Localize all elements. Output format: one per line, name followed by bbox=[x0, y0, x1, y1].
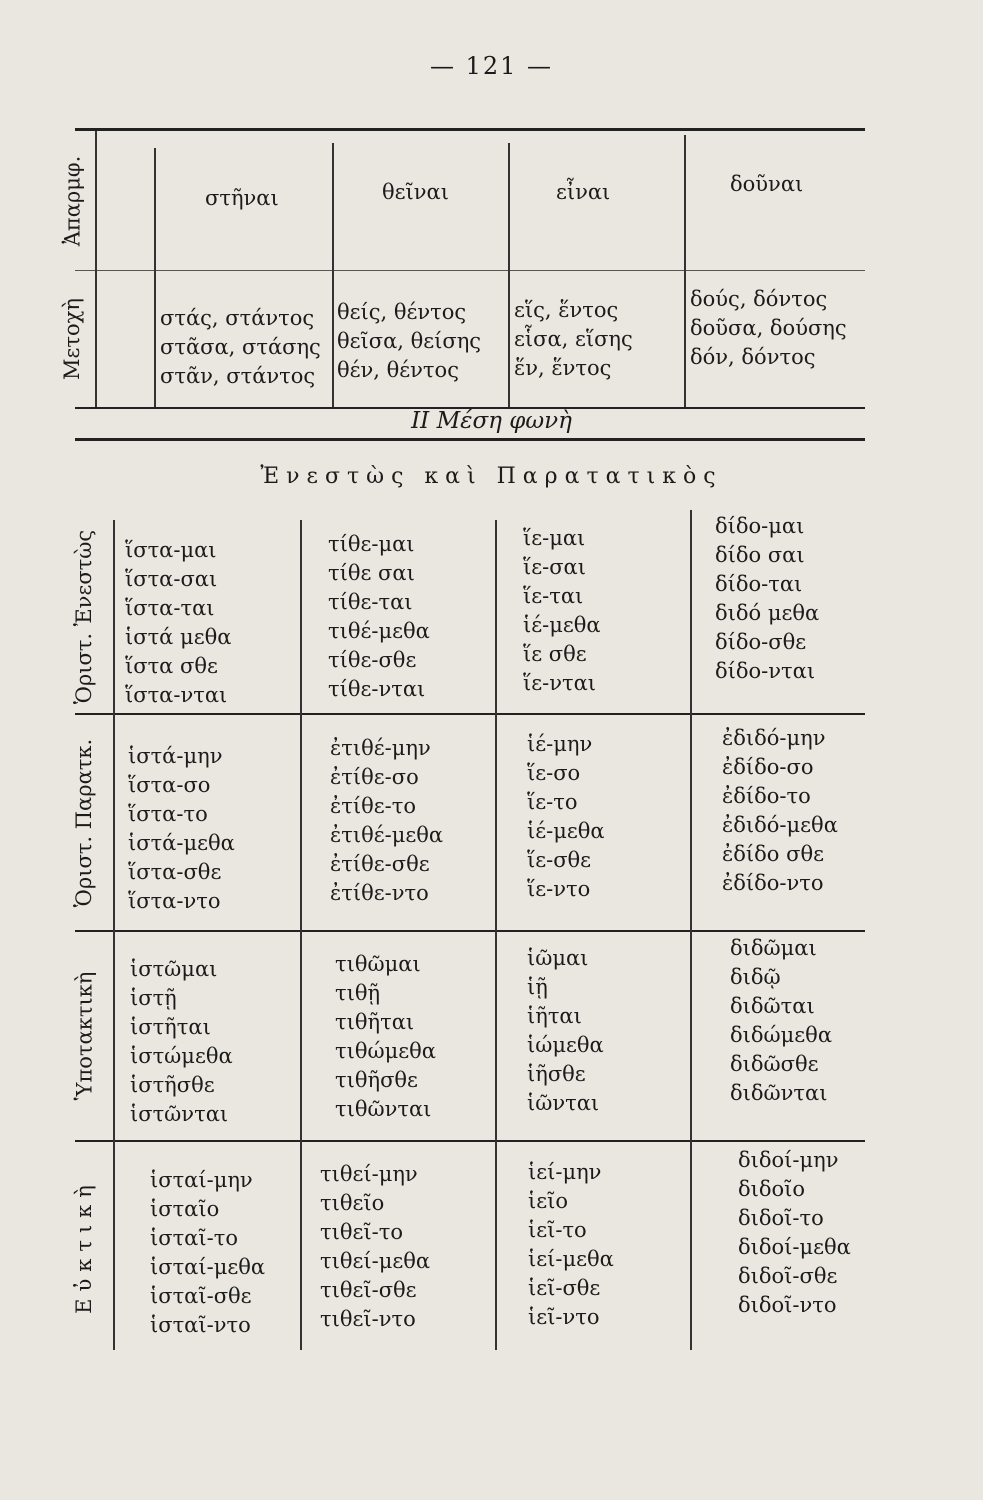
subjunctive-3-line-2: ἱῇ bbox=[527, 975, 548, 999]
present-1-line-3: ἵστα-ται bbox=[125, 596, 215, 620]
optative-4-line-2: διδοῖο bbox=[738, 1177, 806, 1201]
subjunctive-label bbox=[64, 932, 104, 1140]
present-indicative-cell-3 bbox=[523, 524, 601, 698]
present-1-line-1: ἵστα-μαι bbox=[125, 538, 217, 562]
subjunctive-3-line-4: ἱώμεθα bbox=[527, 1033, 604, 1057]
optative-3-line-4: ἱεί-μεθα bbox=[528, 1247, 614, 1271]
top-vline-2 bbox=[154, 148, 156, 407]
present-3-line-6: ἵε-νται bbox=[523, 671, 597, 695]
imperfect-indicative-cell-3 bbox=[527, 730, 605, 904]
participle-label-text: Μετοχὴ bbox=[60, 298, 85, 380]
present-1-line-2: ἵστα-σαι bbox=[125, 567, 218, 591]
infinitive-cell-4: δοῦναι bbox=[730, 172, 804, 196]
optative-4-line-5: διδοῖ-σθε bbox=[738, 1264, 838, 1288]
subjunctive-2-line-3: τιθῆται bbox=[335, 1010, 415, 1034]
middle-voice-title: ΙΙ Μέση φωνὴ bbox=[411, 408, 572, 434]
participle-2-line-2: θεῖσα, θείσης bbox=[337, 329, 482, 353]
imperfect-2-line-6: ἐτίθε-ντο bbox=[330, 881, 429, 905]
bottom-vline-1 bbox=[113, 520, 115, 1350]
imperfect-bottom-rule bbox=[75, 930, 865, 932]
present-2-line-6: τίθε-νται bbox=[328, 677, 426, 701]
imperfect-2-line-3: ἐτίθε-το bbox=[330, 794, 416, 818]
page-number: — 121 — bbox=[429, 52, 554, 80]
subjunctive-1-line-2: ἱστῇ bbox=[130, 986, 177, 1010]
optative-1-line-4: ἱσταί-μεθα bbox=[150, 1255, 266, 1279]
subjunctive-4-line-3: διδῶται bbox=[730, 994, 815, 1018]
optative-1-line-3: ἱσταῖ-το bbox=[150, 1226, 238, 1250]
optative-4-line-3: διδοῖ-το bbox=[738, 1206, 824, 1230]
imperfect-1-line-5: ἵστα-σθε bbox=[128, 860, 222, 884]
imperfect-2-line-1: ἐτιθέ-μην bbox=[330, 736, 431, 760]
present-imperfect-title: Ἐνεστὼς καὶ Παρατατικὸς bbox=[260, 464, 723, 489]
participle-3-line-1: εἵς, ἕντος bbox=[514, 298, 619, 322]
bottom-vline-3 bbox=[495, 520, 497, 1350]
participle-4-line-1: δούς, δόντος bbox=[690, 287, 828, 311]
infinitive-label bbox=[52, 131, 92, 270]
subjunctive-2-line-6: τιθῶνται bbox=[335, 1097, 432, 1121]
top-vline-1 bbox=[95, 131, 97, 407]
optative-2-line-5: τιθεῖ-σθε bbox=[320, 1278, 417, 1302]
subjunctive-cell-1 bbox=[130, 955, 233, 1129]
imperfect-3-line-3: ἵε-το bbox=[527, 790, 578, 814]
imperfect-4-line-1: ἐδιδό-μην bbox=[722, 726, 826, 750]
present-3-line-2: ἵε-σαι bbox=[523, 555, 586, 579]
present-4-line-4: διδό μεθα bbox=[715, 601, 820, 625]
optative-1-line-1: ἱσταί-μην bbox=[150, 1168, 253, 1192]
optative-1-line-5: ἱσταῖ-σθε bbox=[150, 1284, 252, 1308]
imperfect-indicative-label bbox=[64, 715, 104, 930]
present-indicative-cell-2 bbox=[328, 530, 430, 704]
imperfect-3-line-4: ἱέ-μεθα bbox=[527, 819, 605, 843]
imperfect-3-line-6: ἵε-ντο bbox=[527, 877, 591, 901]
subjunctive-2-line-5: τιθῆσθε bbox=[335, 1068, 418, 1092]
optative-1-line-6: ἱσταῖ-ντο bbox=[150, 1313, 251, 1337]
present-bottom-rule bbox=[75, 713, 865, 715]
present-2-line-4: τιθέ-μεθα bbox=[328, 619, 430, 643]
imperfect-1-line-4: ἱστά-μεθα bbox=[128, 831, 235, 855]
optative-3-line-2: ἱεῖο bbox=[528, 1189, 568, 1213]
participle-1-line-3: στᾶν, στάντος bbox=[160, 364, 316, 388]
imperfect-2-line-4: ἐτιθέ-μεθα bbox=[330, 823, 444, 847]
imperfect-1-line-1: ἱστά-μην bbox=[128, 744, 223, 768]
present-4-line-3: δίδο-ται bbox=[715, 572, 803, 596]
optative-2-line-2: τιθεῖο bbox=[320, 1191, 385, 1215]
participle-label bbox=[52, 271, 92, 407]
subjunctive-4-line-1: διδῶμαι bbox=[730, 936, 817, 960]
infinitive-cell-1: στῆναι bbox=[205, 186, 279, 210]
optative-cell-1 bbox=[150, 1166, 265, 1340]
subjunctive-1-line-5: ἱστῆσθε bbox=[130, 1073, 215, 1097]
optative-2-line-6: τιθεῖ-ντο bbox=[320, 1307, 416, 1331]
present-2-line-1: τίθε-μαι bbox=[328, 532, 415, 556]
subjunctive-4-line-4: διδώμεθα bbox=[730, 1023, 832, 1047]
imperfect-4-line-2: ἐδίδο-σο bbox=[722, 755, 814, 779]
present-4-line-5: δίδο-σθε bbox=[715, 630, 807, 654]
present-1-line-5: ἵστα σθε bbox=[125, 654, 218, 678]
participle-2-line-1: θείς, θέντος bbox=[337, 300, 467, 324]
participle-2-line-3: θέν, θέντος bbox=[337, 358, 459, 382]
subjunctive-3-line-1: ἱῶμαι bbox=[527, 946, 589, 970]
bottom-vline-4 bbox=[690, 510, 692, 1350]
infinitive-label-text: Ἀπαρμφ. bbox=[60, 155, 84, 246]
optative-3-line-5: ἱεῖ-σθε bbox=[528, 1276, 601, 1300]
present-indicative-label bbox=[64, 520, 104, 713]
subjunctive-bottom-rule bbox=[75, 1140, 865, 1142]
imperfect-1-line-2: ἵστα-σο bbox=[128, 773, 211, 797]
imperfect-2-line-5: ἐτίθε-σθε bbox=[330, 852, 430, 876]
present-4-line-6: δίδο-νται bbox=[715, 659, 816, 683]
present-indicative-label-text: Ὁριστ. Ἐνεστὼς bbox=[72, 529, 97, 704]
participle-cell-4 bbox=[690, 285, 847, 372]
imperfect-1-line-6: ἵστα-ντο bbox=[128, 889, 221, 913]
optative-4-line-1: διδοί-μην bbox=[738, 1148, 839, 1172]
subjunctive-cell-4 bbox=[730, 934, 832, 1108]
present-indicative-cell-1 bbox=[125, 536, 231, 710]
present-3-line-4: ἱέ-μεθα bbox=[523, 613, 601, 637]
present-indicative-cell-4 bbox=[715, 512, 819, 686]
present-2-line-2: τίθε σαι bbox=[328, 561, 415, 585]
optative-4-line-6: διδοῖ-ντο bbox=[738, 1293, 837, 1317]
participle-cell-2 bbox=[337, 298, 481, 385]
subjunctive-3-line-3: ἱῆται bbox=[527, 1004, 582, 1028]
present-1-line-6: ἵστα-νται bbox=[125, 683, 228, 707]
participle-1-line-1: στάς, στάντος bbox=[160, 306, 315, 330]
subjunctive-1-line-1: ἱστῶμαι bbox=[130, 957, 218, 981]
optative-2-line-4: τιθεί-μεθα bbox=[320, 1249, 431, 1273]
optative-cell-2 bbox=[320, 1160, 430, 1334]
subjunctive-3-line-5: ἱῆσθε bbox=[527, 1062, 586, 1086]
participle-1-line-2: στᾶσα, στάσης bbox=[160, 335, 321, 359]
optative-3-line-6: ἱεῖ-ντο bbox=[528, 1305, 600, 1329]
participle-4-line-2: δοῦσα, δούσης bbox=[690, 316, 847, 340]
subjunctive-1-line-6: ἱστῶνται bbox=[130, 1102, 229, 1126]
infinitive-cell-2: θεῖναι bbox=[382, 180, 449, 204]
optative-2-line-3: τιθεῖ-το bbox=[320, 1220, 403, 1244]
imperfect-4-line-4: ἐδιδό-μεθα bbox=[722, 813, 838, 837]
middle-voice-rule bbox=[75, 438, 865, 441]
subjunctive-label-text: Ὑποτακτικὴ bbox=[72, 971, 97, 1101]
participle-4-line-3: δόν, δόντος bbox=[690, 345, 816, 369]
infinitive-cell-3: εἶναι bbox=[556, 180, 611, 204]
imperfect-indicative-cell-4 bbox=[722, 724, 838, 898]
participle-3-line-2: εἷσα, εἵσης bbox=[514, 327, 633, 351]
present-4-line-2: δίδο σαι bbox=[715, 543, 805, 567]
infinitive-participle-divider bbox=[75, 270, 865, 271]
imperfect-1-line-3: ἵστα-το bbox=[128, 802, 208, 826]
optative-3-line-1: ἱεί-μην bbox=[528, 1160, 602, 1184]
present-4-line-1: δίδο-μαι bbox=[715, 514, 805, 538]
subjunctive-2-line-2: τιθῇ bbox=[335, 981, 381, 1005]
optative-label-text: Εὐκτικὴ bbox=[72, 1178, 96, 1314]
participle-3-line-3: ἕν, ἕντος bbox=[514, 356, 612, 380]
present-1-line-4: ἱστά μεθα bbox=[125, 625, 232, 649]
present-2-line-3: τίθε-ται bbox=[328, 590, 413, 614]
subjunctive-2-line-1: τιθῶμαι bbox=[335, 952, 421, 976]
subjunctive-4-line-6: διδῶνται bbox=[730, 1081, 828, 1105]
present-3-line-3: ἵε-ται bbox=[523, 584, 584, 608]
subjunctive-4-line-2: διδῷ bbox=[730, 965, 781, 989]
subjunctive-1-line-3: ἱστῆται bbox=[130, 1015, 211, 1039]
optative-2-line-1: τιθεί-μην bbox=[320, 1162, 418, 1186]
subjunctive-4-line-5: διδῶσθε bbox=[730, 1052, 819, 1076]
subjunctive-2-line-4: τιθώμεθα bbox=[335, 1039, 436, 1063]
subjunctive-cell-2 bbox=[335, 950, 436, 1124]
top-vline-5 bbox=[684, 135, 686, 407]
participle-cell-1 bbox=[160, 304, 321, 391]
top-vline-3 bbox=[332, 143, 334, 407]
imperfect-indicative-cell-1 bbox=[128, 742, 235, 916]
present-2-line-5: τίθε-σθε bbox=[328, 648, 417, 672]
present-3-line-1: ἵε-μαι bbox=[523, 526, 586, 550]
optative-label bbox=[64, 1142, 104, 1350]
top-rule bbox=[75, 128, 865, 131]
optative-cell-3 bbox=[528, 1158, 614, 1332]
subjunctive-1-line-4: ἱστώμεθα bbox=[130, 1044, 233, 1068]
imperfect-3-line-5: ἵε-σθε bbox=[527, 848, 592, 872]
imperfect-4-line-5: ἐδίδο σθε bbox=[722, 842, 824, 866]
imperfect-4-line-3: ἐδίδο-το bbox=[722, 784, 811, 808]
optative-1-line-2: ἱσταῖο bbox=[150, 1197, 220, 1221]
imperfect-2-line-2: ἐτίθε-σο bbox=[330, 765, 419, 789]
imperfect-4-line-6: ἐδίδο-ντο bbox=[722, 871, 824, 895]
imperfect-indicative-label-text: Ὁριστ. Παρατκ. bbox=[72, 738, 96, 907]
top-vline-4 bbox=[508, 143, 510, 407]
subjunctive-cell-3 bbox=[527, 944, 604, 1118]
participle-cell-3 bbox=[514, 296, 633, 383]
bottom-vline-2 bbox=[300, 520, 302, 1350]
subjunctive-3-line-6: ἱῶνται bbox=[527, 1091, 600, 1115]
imperfect-indicative-cell-2 bbox=[330, 734, 443, 908]
present-3-line-5: ἵε σθε bbox=[523, 642, 587, 666]
optative-cell-4 bbox=[738, 1146, 851, 1320]
optative-3-line-3: ἱεῖ-το bbox=[528, 1218, 587, 1242]
imperfect-3-line-2: ἵε-σο bbox=[527, 761, 581, 785]
optative-4-line-4: διδοί-μεθα bbox=[738, 1235, 851, 1259]
imperfect-3-line-1: ἱέ-μην bbox=[527, 732, 593, 756]
